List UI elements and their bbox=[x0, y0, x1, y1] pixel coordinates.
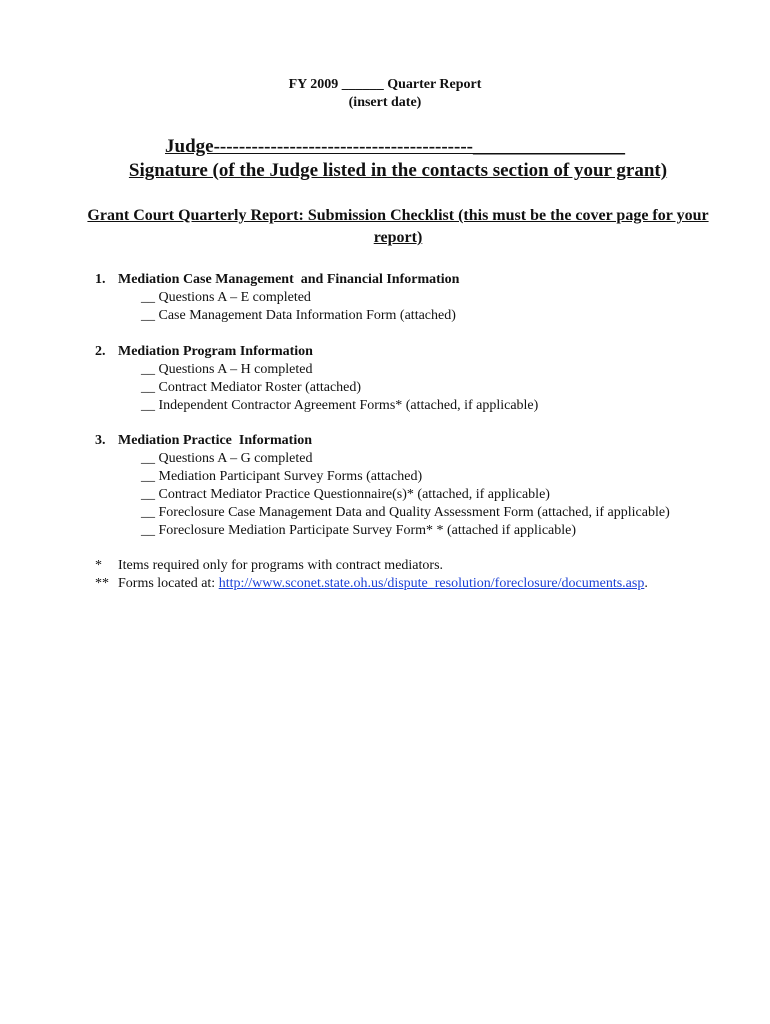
signature-line: Signature (of the Judge listed in the contacts section of your grant) bbox=[128, 160, 668, 181]
checklist-title: Grant Court Quarterly Report: Submission Checklist (this must be the cover page for your report) bbox=[87, 207, 709, 246]
footnote-mark: ** bbox=[95, 576, 109, 591]
checklist-item: __ Contract Mediator Roster (attached) bbox=[141, 380, 362, 395]
section-heading bbox=[95, 343, 755, 361]
footnote-mark: * bbox=[95, 558, 102, 573]
section-3 bbox=[95, 432, 755, 540]
checklist-item: __ Questions A – H completed bbox=[141, 362, 313, 377]
checklist-item: __ Independent Contractor Agreement Forms* (attached, if applicable) bbox=[141, 398, 539, 413]
checklist-item: __ Foreclosure Case Management Data and Quality Assessment Form (attached, if applicable) bbox=[141, 505, 670, 520]
footnote-prefix: Forms located at: bbox=[118, 576, 219, 591]
section-number: 2. bbox=[95, 344, 106, 359]
section-title: Mediation Practice Information bbox=[118, 433, 313, 448]
checklist-item: __ Questions A – E completed bbox=[141, 290, 311, 305]
checklist-item: __ Case Management Data Information Form (attached) bbox=[141, 308, 456, 323]
footnote-text: Items required only for programs with contract mediators. bbox=[118, 558, 444, 573]
checklist-item: __ Contract Mediator Practice Questionnaire(s)* (attached, if applicable) bbox=[141, 487, 550, 502]
footnote-2 bbox=[95, 575, 755, 593]
footnote-suffix: . bbox=[644, 576, 648, 591]
section-title: Mediation Case Management and Financial Information bbox=[118, 272, 460, 287]
section-heading bbox=[95, 432, 755, 450]
section-title: Mediation Program Information bbox=[118, 344, 313, 359]
footnote-1 bbox=[95, 557, 755, 575]
section-1 bbox=[95, 271, 755, 325]
insert-date-label: (insert date) bbox=[348, 95, 422, 110]
section-2 bbox=[95, 343, 755, 415]
report-title: FY 2009 ______ Quarter Report bbox=[288, 77, 482, 92]
checklist-item: __ Foreclosure Mediation Participate Survey Form* * (attached if applicable) bbox=[141, 523, 577, 538]
forms-link[interactable]: http://www.sconet.state.oh.us/dispute_resolution/foreclosure/documents.asp bbox=[218, 576, 645, 591]
section-number: 1. bbox=[95, 272, 106, 287]
checklist-item: __ Mediation Participant Survey Forms (attached) bbox=[141, 469, 423, 484]
footnotes bbox=[95, 557, 755, 593]
checklist-item: __ Questions A – G completed bbox=[141, 451, 313, 466]
judge-line: Judge-----------------------------------------________________ bbox=[165, 136, 625, 157]
section-heading bbox=[95, 271, 755, 289]
section-number: 3. bbox=[95, 433, 106, 448]
